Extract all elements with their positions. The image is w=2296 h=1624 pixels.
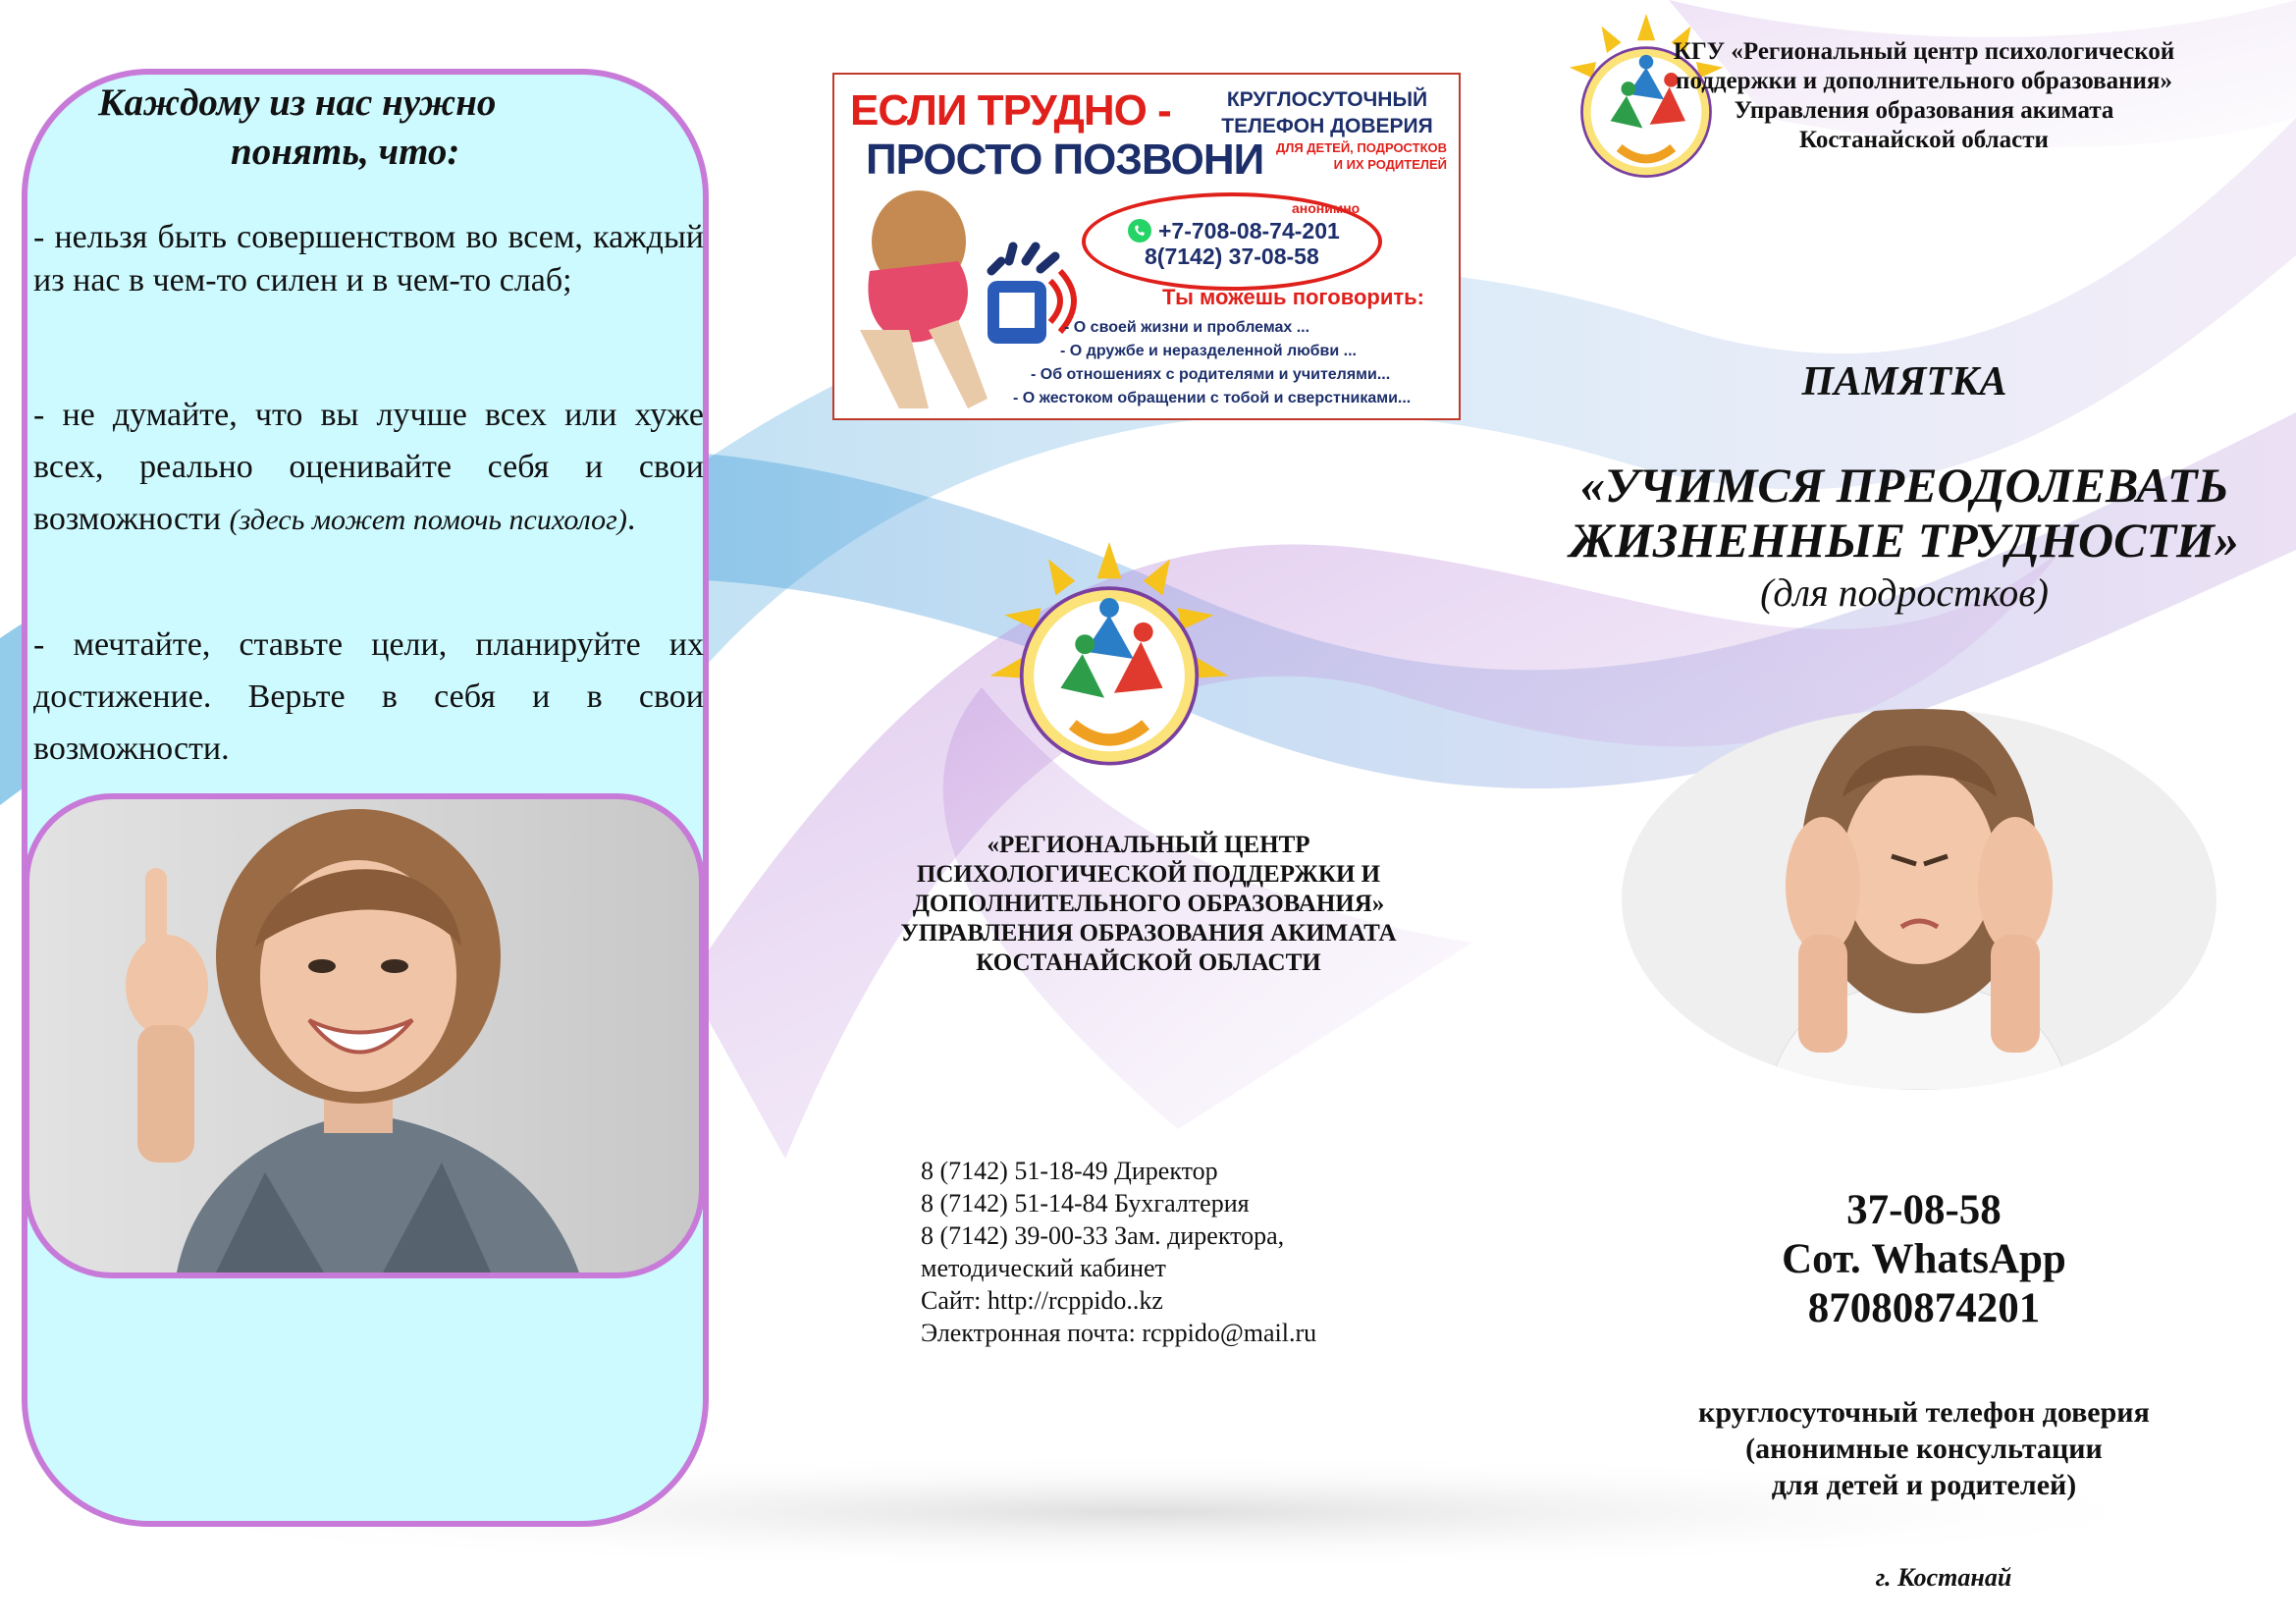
hotline-line3: для детей и родителей) xyxy=(1771,1469,2077,1501)
banner-hotline-line1: КРУГЛОСУТОЧНЫЙ xyxy=(1226,88,1428,111)
tips-heading-line1: Каждому из нас нужно xyxy=(98,81,497,124)
header-organization xyxy=(1639,37,2209,155)
banner-phone-2: 8(7142) 37-08-58 xyxy=(1145,244,1319,269)
banner-hotline-label xyxy=(1209,86,1445,139)
smiling-girl-illustration xyxy=(29,799,699,1272)
contact-line: Электронная почта: rcppido@mail.ru xyxy=(921,1319,1317,1347)
banner-topic: - О жестоком обращении с тобой и сверстниками... xyxy=(1013,390,1412,406)
main-title xyxy=(1531,458,2277,568)
city-label: г. Костанай xyxy=(1875,1563,2012,1592)
header-org-line4: Костанайской области xyxy=(1799,127,2049,153)
banner-audience xyxy=(1251,139,1447,173)
memo-label: ПАМЯТКА xyxy=(1801,359,2007,405)
tip-item-2 xyxy=(33,389,704,546)
banner-talk-heading: Ты можешь поговорить: xyxy=(1162,285,1424,309)
hotline-banner xyxy=(832,73,1461,420)
header-org-line1: КГУ «Региональный центр психологической xyxy=(1673,38,2175,65)
tip-item-2-text: - не думайте, что вы лучше всех или хуже всех, реально оценивайте себя и свои возможности xyxy=(33,397,704,537)
tip-item-1: - нельзя быть совершенством во всем, каждый из нас в чем-то силен и в чем-то слаб; xyxy=(33,219,704,298)
whatsapp-label: Сот. WhatsApp xyxy=(1782,1236,2066,1282)
tip-item-2-end: . xyxy=(626,501,636,537)
main-title-line1: «УЧИМСЯ ПРЕОДОЛЕВАТЬ xyxy=(1579,458,2229,513)
tip-item-2-note: (здесь может помочь психолог) xyxy=(229,504,627,536)
phone-short: 37-08-58 xyxy=(1846,1187,2002,1233)
banner-phone-1: +7-708-08-74-201 xyxy=(1158,218,1340,244)
sun-logo-icon xyxy=(988,542,1231,785)
banner-topics xyxy=(1001,316,1411,410)
banner-title-line1: ЕСЛИ ТРУДНО - xyxy=(850,86,1171,135)
banner-topic: - О дружбе и неразделенной любви ... xyxy=(1060,343,1357,359)
tip-item-3: - мечтайте, ставьте цели, планируйте их достижение. Верьте в себя и в свои возможности. xyxy=(33,626,704,767)
banner-hotline-line2: ТЕЛЕФОН ДОВЕРИЯ xyxy=(1221,115,1433,137)
main-title-line2: ЖИЗНЕННЫЕ ТРУДНОСТИ» xyxy=(1570,513,2239,568)
banner-audience-line2: И ИХ РОДИТЕЛЕЙ xyxy=(1333,157,1447,172)
contact-line: Сайт: http://rcppido..kz xyxy=(921,1286,1163,1315)
contact-line: 8 (7142) 39-00-33 Зам. директора, xyxy=(921,1221,1285,1250)
contact-list xyxy=(921,1155,1316,1349)
whatsapp-number: 87080874201 xyxy=(1807,1285,2041,1331)
whatsapp-icon xyxy=(1127,218,1152,244)
stressed-girl-photo xyxy=(1622,709,2216,1090)
contact-line: 8 (7142) 51-14-84 Бухгалтерия xyxy=(921,1189,1250,1218)
header-org-line2: поддержки и дополнительного образования» xyxy=(1676,68,2172,94)
subtitle: (для подростков) xyxy=(1760,570,2049,615)
hotline-line2: (анонимные консультации xyxy=(1745,1433,2103,1465)
banner-audience-line1: ДЛЯ ДЕТЕЙ, ПОДРОСТКОВ xyxy=(1275,140,1447,155)
contact-line: методический кабинет xyxy=(921,1254,1166,1282)
smiling-girl-photo xyxy=(24,793,705,1278)
banner-topic: - О своей жизни и проблемах ... xyxy=(1064,319,1310,336)
tips-heading-line2: понять, что: xyxy=(231,131,460,173)
organization-name: «РЕГИОНАЛЬНЫЙ ЦЕНТР ПСИХОЛОГИЧЕСКОЙ ПОДДЕРЖКИ И ДОПОЛНИТЕЛЬНОГО ОБРАЗОВАНИЯ» УПРАВЛЕНИЯ ОБРАЗОВАНИЯ АКИМАТА КОСТАНАЙСКОЙ ОБЛАСТИ xyxy=(900,832,1397,976)
hotline-line1: круглосуточный телефон доверия xyxy=(1698,1396,2150,1429)
banner-title-line2: ПРОСТО ПОЗВОНИ xyxy=(866,135,1264,184)
contact-phones xyxy=(1669,1186,2179,1333)
stressed-girl-illustration xyxy=(1622,709,2216,1090)
banner-topic: - Об отношениях с родителями и учителями... xyxy=(1031,366,1391,383)
tips-heading xyxy=(98,79,609,177)
header-org-line3: Управления образования акимата xyxy=(1734,97,2114,124)
contact-line: 8 (7142) 51-18-49 Директор xyxy=(921,1157,1218,1185)
hotline-description xyxy=(1610,1394,2238,1503)
banner-anonymous: анонимно xyxy=(1292,200,1361,216)
